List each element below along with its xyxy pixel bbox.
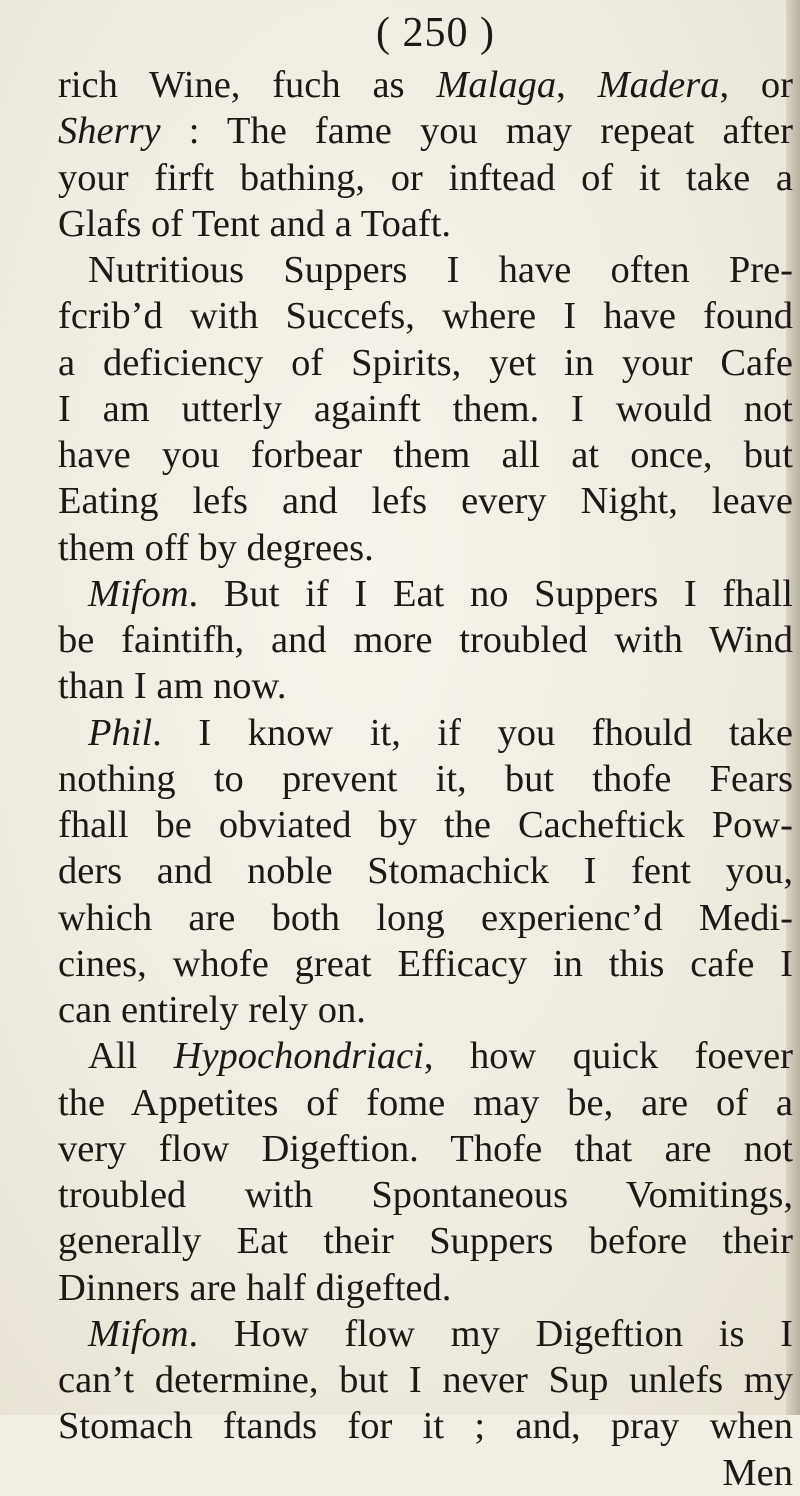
italic-text: Hypochondriaci (173, 1035, 424, 1078)
text-segment: . But if I Eat no Suppers I fhall (188, 572, 793, 615)
italic-text: Phil (88, 711, 153, 754)
text-line (58, 663, 793, 709)
text-line (58, 108, 793, 154)
text-line (58, 432, 793, 478)
text-line (58, 247, 793, 293)
text-segment: can’t determine, but I never Sup unlefs my (58, 1359, 793, 1401)
text-line (58, 571, 793, 617)
text-line (58, 1357, 793, 1403)
text-line (58, 710, 793, 756)
text-segment: fhall be obviated by the Cacheftick Pow- (58, 804, 793, 846)
text-segment: Men (722, 1451, 793, 1494)
text-segment: , or (719, 64, 793, 106)
page-number: ( 250 ) (376, 10, 495, 56)
text-line (58, 1172, 793, 1218)
text-segment: fcrib’d with Succefs, where I have found (58, 295, 793, 338)
text-line (58, 155, 793, 201)
text-segment: Stomach ftands for it ; and, pray when (58, 1405, 793, 1448)
text-segment: be faintifh, and more troubled with Wind (58, 619, 793, 661)
text-line (58, 987, 793, 1033)
text-line (58, 802, 793, 848)
text-line (58, 1033, 793, 1079)
text-line (58, 756, 793, 802)
italic-text: Mifom (88, 572, 189, 615)
text-segment: your firft bathing, or inftead of it take a (58, 156, 793, 199)
text-segment: Glafs of Tent and a Toaft. (58, 202, 452, 245)
text-line (58, 478, 793, 524)
text-line (58, 1265, 793, 1311)
text-line (58, 340, 793, 386)
text-segment: rich Wine, fuch as (58, 64, 437, 106)
text-line (58, 1311, 793, 1357)
body-text (58, 62, 793, 1496)
text-line (58, 201, 793, 247)
italic-text: Madera (597, 64, 720, 106)
text-segment: generally Eat their Suppers before their (58, 1220, 793, 1263)
text-segment: Eating lefs and lefs every Night, leave (58, 480, 793, 523)
text-line (58, 62, 793, 108)
text-segment: I am utterly againft them. I would not (58, 387, 793, 430)
italic-text: Sherry (58, 110, 161, 153)
text-segment: have you forbear them all at once, but (58, 434, 793, 476)
text-segment: very flow Digeftion. Thofe that are not (58, 1127, 793, 1170)
italic-text: Malaga (436, 64, 557, 106)
text-line (58, 617, 793, 663)
text-line (58, 941, 793, 987)
text-line (58, 1080, 793, 1126)
text-line (58, 848, 793, 894)
text-segment: troubled with Spontaneous Vomitings, (58, 1174, 793, 1216)
text-segment: the Appetites of fome may be, are of a (58, 1081, 793, 1124)
text-segment: , (556, 64, 598, 106)
text-segment: cines, whofe great Efficacy in this cafe I (58, 942, 793, 985)
text-segment: Nutritious Suppers I have often Pre- (88, 249, 793, 291)
text-line (58, 1450, 793, 1496)
text-segment: , how quick foever (423, 1035, 793, 1078)
text-line (58, 525, 793, 571)
text-segment: can entirely rely on. (58, 989, 366, 1031)
text-segment: than I am now. (58, 665, 287, 708)
text-line (58, 1126, 793, 1172)
text-segment: . How flow my Digeftion is I (188, 1312, 793, 1355)
italic-text: Mifom (88, 1312, 189, 1355)
text-segment: them off by degrees. (58, 526, 374, 569)
text-segment: nothing to prevent it, but thofe Fears (58, 757, 793, 800)
text-segment: . I know it, if you fhould take (152, 711, 793, 754)
text-line (58, 1403, 793, 1449)
text-segment: ders and noble Stomachick I fent you, (58, 850, 793, 893)
text-segment: Dinners are half digefted. (58, 1266, 452, 1309)
text-line (58, 895, 793, 941)
text-line (58, 293, 793, 339)
text-line (58, 386, 793, 432)
text-segment: : The fame you may repeat after (160, 110, 793, 153)
text-line (58, 1218, 793, 1264)
text-segment: which are both long experienc’d Medi- (58, 896, 793, 939)
text-segment: a deficiency of Spirits, yet in your Cafe (58, 341, 793, 384)
text-segment: All (88, 1035, 174, 1078)
